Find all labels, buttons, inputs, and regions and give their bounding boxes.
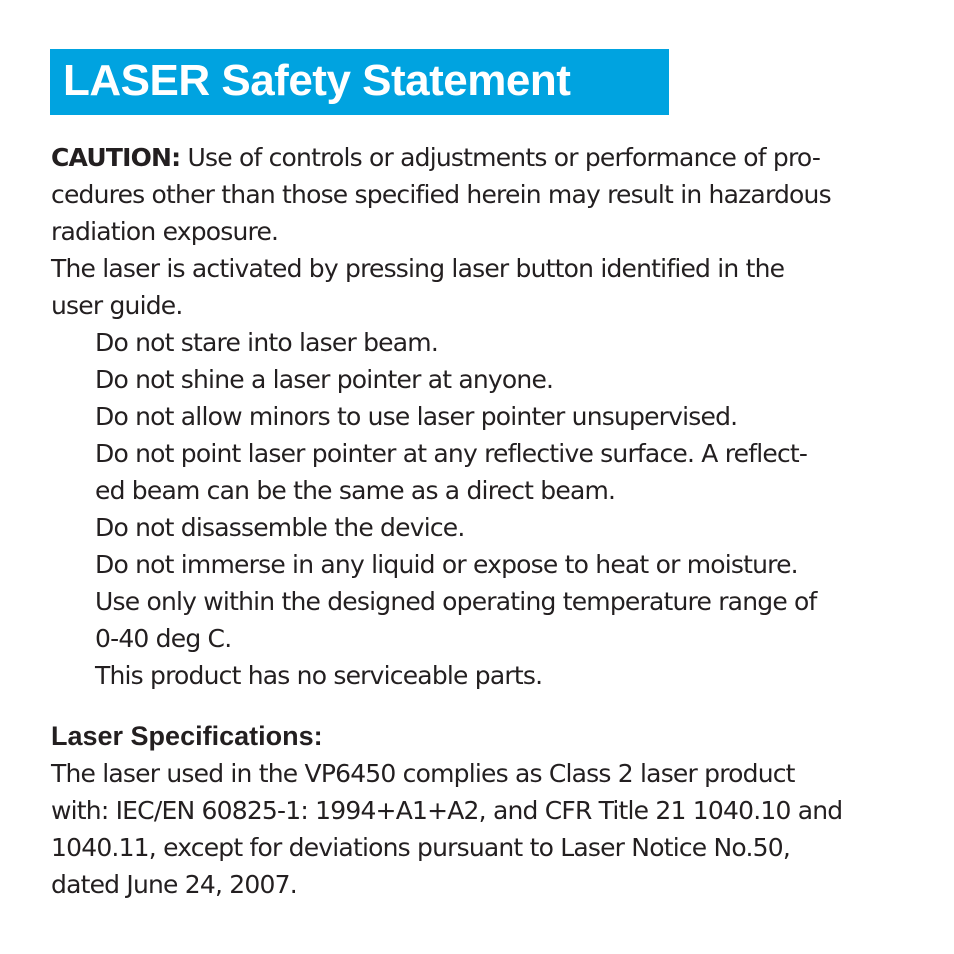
activation-line-1: The laser is activated by pressing laser button identified in the	[51, 254, 785, 283]
section-spacer	[51, 694, 921, 716]
specifications-heading: Laser Specifications:	[51, 721, 323, 751]
warning-line: Do not immerse in any liquid or expose to heat or moisture.	[95, 550, 798, 579]
caution-line-1	[51, 139, 921, 176]
warning-line: Do not shine a laser pointer at anyone.	[95, 365, 554, 394]
caution-label: CAUTION:	[51, 143, 181, 172]
warning-line: ed beam can be the same as a direct beam.	[95, 476, 616, 505]
warning-line: 0-40 deg C.	[95, 624, 232, 653]
specifications-line: with: IEC/EN 60825-1: 1994+A1+A2, and CFR Title 21 1040.10 and	[51, 796, 843, 825]
activation-line-2: user guide.	[51, 291, 183, 320]
page-title: LASER Safety Statement	[63, 56, 571, 105]
caution-line-3: radiation exposure.	[51, 217, 279, 246]
specifications-line: 1040.11, except for deviations pursuant to Laser Notice No.50,	[51, 833, 790, 862]
specifications-line: dated June 24, 2007.	[51, 870, 297, 899]
specifications-line: The laser used in the VP6450 complies as Class 2 laser product	[51, 759, 795, 788]
caution-line-2: cedures other than those specified herein may result in hazardous	[51, 180, 831, 209]
warning-line: Do not allow minors to use laser pointer unsupervised.	[95, 402, 738, 431]
warning-line: Use only within the designed operating temperature range of	[95, 587, 817, 616]
title-banner	[50, 49, 669, 115]
caution-text-1: Use of controls or adjustments or performance of pro-	[180, 143, 821, 172]
warning-line: Do not stare into laser beam.	[95, 328, 438, 357]
document-body	[51, 139, 921, 903]
warning-line: This product has no serviceable parts.	[95, 661, 543, 690]
warning-line: Do not disassemble the device.	[95, 513, 465, 542]
warning-line: Do not point laser pointer at any reflective surface. A reflect-	[95, 439, 808, 468]
